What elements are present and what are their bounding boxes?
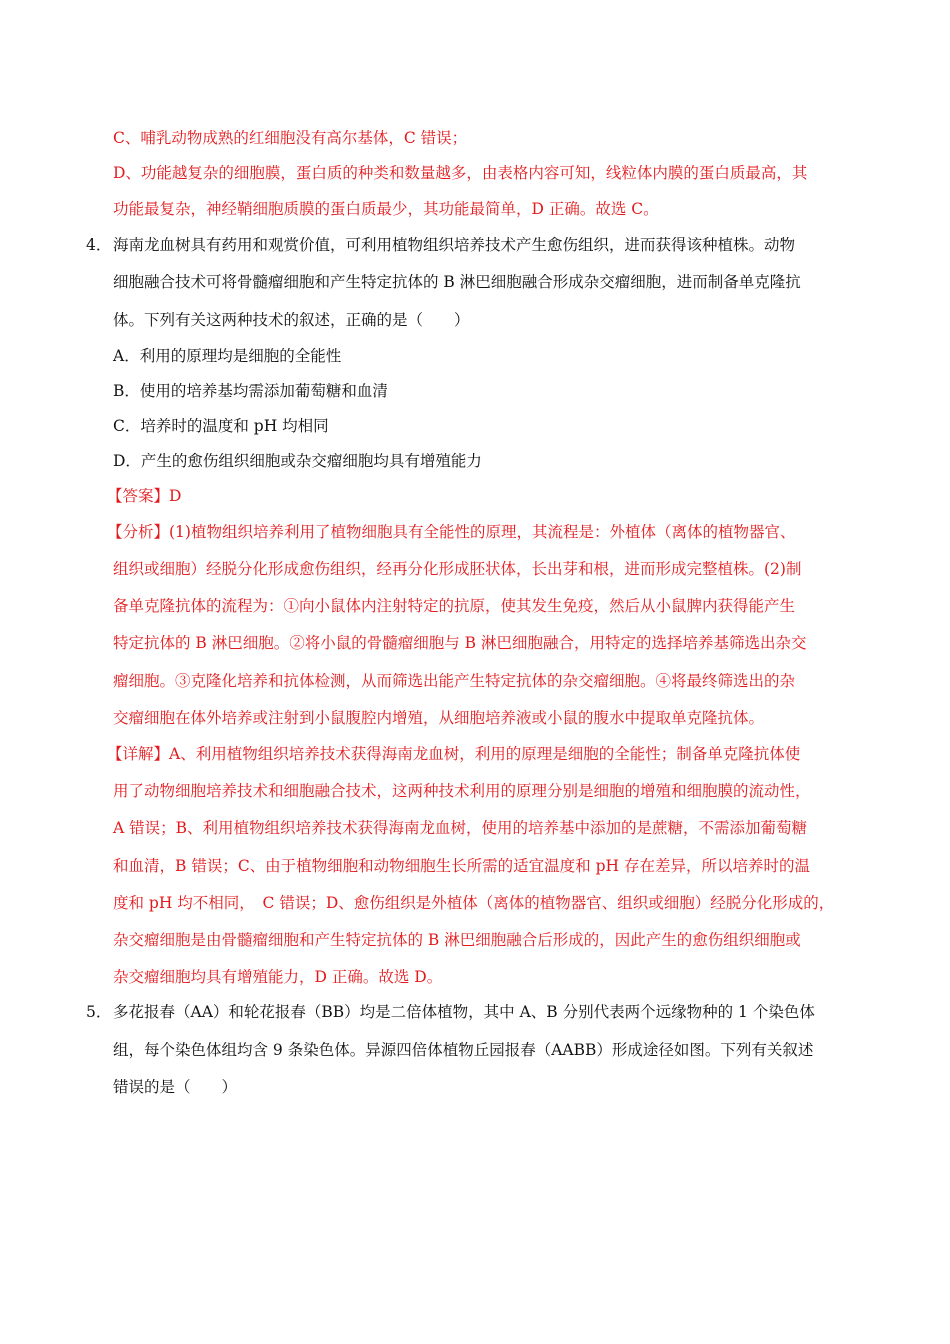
detail-line: 和血清，B 错误；C、由于植物细胞和动物细胞生长所需的适宜温度和 pH 存在差异，所以培养时的温 [113, 857, 810, 875]
analysis-line: 【分析】(1)植物组织培养利用了植物细胞具有全能性的原理，其流程是：外植体（离体的植物器官、 [107, 523, 796, 541]
question-stem-line: 多花报春（AA）和轮花报春（BB）均是二倍体植物，其中 A、B 分别代表两个远缘物种的 1 个染色体 [113, 1003, 815, 1021]
question-number: 5． [86, 1003, 112, 1021]
question-stem-line: 海南龙血树具有药用和观赏价值，可利用植物组织培养技术产生愈伤组织，进而获得该种植株。动物 [113, 236, 796, 254]
question-stem-line: 细胞融合技术可将骨髓瘤细胞和产生特定抗体的 B 淋巴细胞融合形成杂交瘤细胞，进而制备单克隆抗 [113, 273, 801, 291]
option-c: C．培养时的温度和 pH 均相同 [113, 417, 329, 435]
question-stem-line: 组，每个染色体组均含 9 条染色体。异源四倍体植物丘园报春（AABB）形成途径如图。下列有关叙述 [113, 1041, 814, 1059]
answer-label: 【答案】D [107, 487, 182, 505]
detail-line: 用了动物细胞培养技术和细胞融合技术，这两种技术利用的原理分别是细胞的增殖和细胞膜的流动性， [113, 782, 811, 800]
analysis-line: 备单克隆抗体的流程为：①向小鼠体内注射特定的抗原，使其发生免疫，然后从小鼠脾内获得能产生 [113, 597, 796, 615]
detail-line: 【详解】A、利用植物组织培养技术获得海南龙血树，利用的原理是细胞的全能性；制备单克隆抗体使 [107, 745, 801, 763]
detail-line: 杂交瘤细胞是由骨髓瘤细胞和产生特定抗体的 B 淋巴细胞融合后形成的，因此产生的愈伤组织细胞或 [113, 931, 801, 949]
prev-answer-line: 功能最复杂，神经鞘细胞质膜的蛋白质最少，其功能最简单，D 正确。故选 C。 [113, 200, 659, 218]
detail-line: A 错误；B、利用植物组织培养技术获得海南龙血树，使用的培养基中添加的是蔗糖，不需添加葡萄糖 [113, 819, 808, 837]
option-d: D．产生的愈伤组织细胞或杂交瘤细胞均具有增殖能力 [113, 452, 482, 470]
analysis-line: 瘤细胞。③克隆化培养和抗体检测，从而筛选出能产生特定抗体的杂交瘤细胞。④将最终筛选出的杂 [113, 672, 796, 690]
detail-line: 杂交瘤细胞均具有增殖能力，D 正确。故选 D。 [113, 968, 443, 986]
analysis-line: 组织或细胞）经脱分化形成愈伤组织，经再分化形成胚状体，长出芽和根，进而形成完整植株。(2)制 [113, 560, 802, 578]
option-a: A．利用的原理均是细胞的全能性 [113, 347, 342, 365]
question-stem-line: 错误的是（ ） [113, 1078, 238, 1096]
detail-line: 度和 pH 均不相同， C 错误；D、愈伤组织是外植体（离体的植物器官、组织或细胞）经脱分化形成的， [113, 894, 835, 912]
analysis-line: 特定抗体的 B 淋巴细胞。②将小鼠的骨髓瘤细胞与 B 淋巴细胞融合，用特定的选择培养基筛选出杂交 [113, 634, 807, 652]
question-number: 4． [86, 236, 112, 254]
prev-answer-line: C、哺乳动物成熟的红细胞没有高尔基体，C 错误； [113, 129, 468, 147]
prev-answer-line: D、功能越复杂的细胞膜，蛋白质的种类和数量越多，由表格内容可知，线粒体内膜的蛋白质最高，其 [113, 164, 808, 182]
option-b: B．使用的培养基均需添加葡萄糖和血清 [113, 382, 388, 400]
question-stem-line: 体。下列有关这两种技术的叙述，正确的是（ ） [113, 311, 470, 329]
analysis-line: 交瘤细胞在体外培养或注射到小鼠腹腔内增殖，从细胞培养液或小鼠的腹水中提取单克隆抗体。 [113, 709, 765, 727]
